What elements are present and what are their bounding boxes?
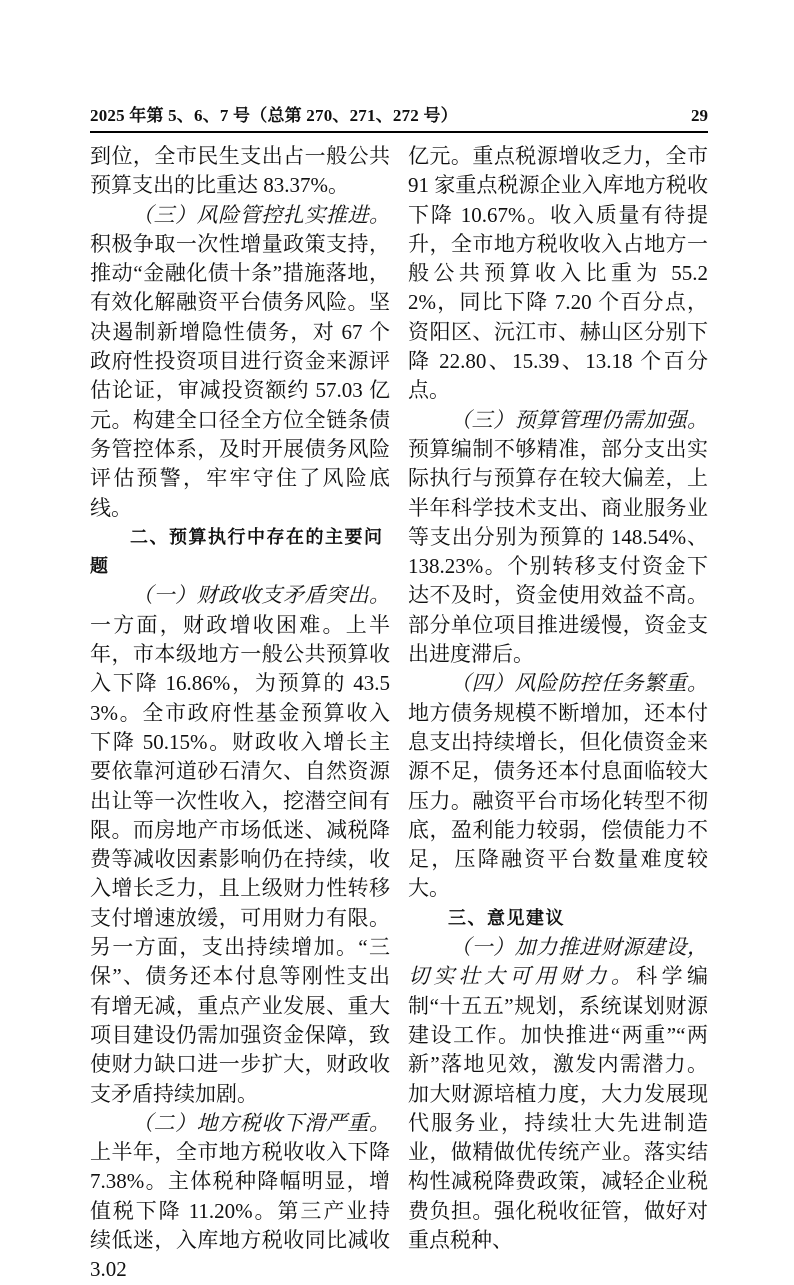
text-columns <box>90 142 708 1285</box>
paragraph-continuation: 亿元。重点税源增收乏力，全市 91 家重点税源企业入库地方税收下降 10.67%。收入质量有待提升，全市地方税收收入占地方一般公共预算收入比重为 55.22%，同比下降 7.20 个百分点，资阳区、沅江市、赫山区分别下降 22.80、15.39、13.18 个百分点。 <box>408 144 708 403</box>
paragraph-lead: （一）加力推进财源建设，切实壮大可用财力。 <box>408 935 708 989</box>
right-column <box>408 142 708 1285</box>
section-heading: 三、意见建议 <box>448 907 565 928</box>
section-heading: 二、预算执行中存在的主要问题 <box>90 526 384 577</box>
page-number: 29 <box>691 106 708 125</box>
paragraph-lead: （三）风险管控扎实推进。 <box>132 202 390 227</box>
paragraph-lead: （二）地方税收下滑严重。 <box>132 1110 390 1135</box>
paragraph: （三）预算管理仍需加强。预算编制不够精准，部分支出实际执行与预算存在较大偏差，上半年科学技术支出、商业服务业等支出分别为预算的 148.54%、138.23%。个别转移支付资金下达不及时，资金使用效益不高。部分单位项目推进缓慢，资金支出进度滞后。 <box>408 407 708 667</box>
paragraph-continuation: 到位，全市民生支出占一般公共预算支出的比重达 83.37%。 <box>90 144 390 198</box>
paragraph: （三）风险管控扎实推进。积极争取一次性增量政策支持，推动“金融化债十条”措施落地，有效化解融资平台债务风险。坚决遏制新增隐性债务，对 67 个政府性投资项目进行资金来源评估论证，审减投资额约 57.03 亿元。构建全口径全方位全链条债务管控体系，及时开展债务风险评估预警，牢牢守住了风险底线。 <box>90 202 390 520</box>
paragraph-lead: （四）风险防控任务繁重。 <box>450 671 708 696</box>
paragraph: （四）风险防控任务繁重。地方债务规模不断增加，还本付息支出持续增长，但化债资金来源不足，债务还本付息面临较大压力。融资平台市场化转型不彻底，盈利能力较弱，偿债能力不足，压降融资平台数量难度较大。 <box>408 671 708 901</box>
paragraph-lead: （一）财政收支矛盾突出。 <box>132 583 390 608</box>
paragraph: （一）财政收支矛盾突出。一方面，财政增收困难。上半年，市本级地方一般公共预算收入下降 16.86%，为预算的 43.53%。全市政府性基金预算收入下降 50.15%。财政收入增长主要依靠河道砂石清欠、自然资源出让等一次性收入，挖潜空间有限。而房地产市场低迷、减税降费等减收因素影响仍在持续，收入增长乏力，且上级财力性转移支付增速放缓，可用财力有限。另一方面，支出持续增加。“三保”、债务还本付息等刚性支出有增无减，重点产业发展、重大项目建设仍需加强资金保障，致使财力缺口进一步扩大，财政收支矛盾持续加剧。 <box>90 583 390 1106</box>
issue-label: 2025 年第 5、6、7 号（总第 270、271、272 号） <box>90 106 458 125</box>
paragraph-lead: （三）预算管理仍需加强。 <box>450 407 708 432</box>
running-header <box>90 106 708 133</box>
left-column <box>90 142 390 1285</box>
paragraph: （一）加力推进财源建设，切实壮大可用财力。科学编制“十五五”规划，系统谋划财源建设工作。加快推进“两重”“两新”落地见效，激发内需潜力。加大财源培植力度，大力发展现代服务业，持续壮大先进制造业，做精做优传统产业。落实结构性减税降费政策，减轻企业税费负担。强化税收征管，做好对重点税种、 <box>408 935 709 1252</box>
paragraph: （二）地方税收下滑严重。上半年，全市地方税收收入下降 7.38%。主体税种降幅明显，增值税下降 11.20%。第三产业持续低迷，入库地方税收同比减收 3.02 <box>90 1110 390 1282</box>
